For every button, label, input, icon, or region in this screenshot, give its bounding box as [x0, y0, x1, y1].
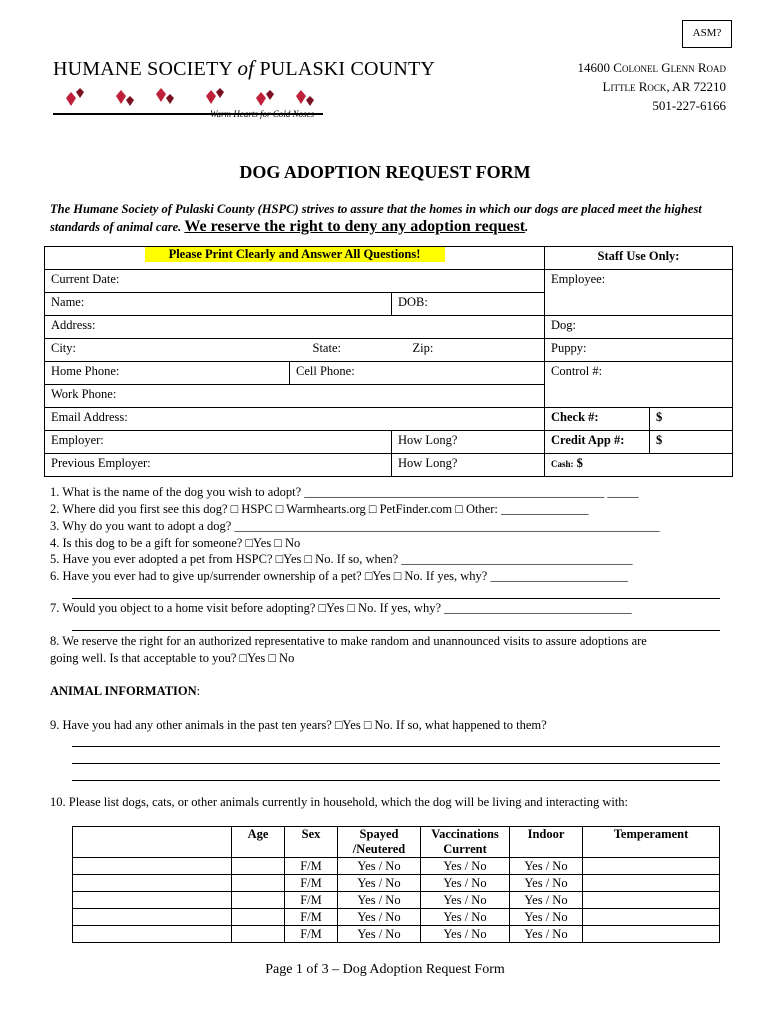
question-3[interactable]: 3. Why do you want to adopt a dog? ____________________________________________________________________: [50, 519, 660, 533]
logo-tagline: Warm Hearts for Cold Noses: [210, 109, 315, 119]
question-1[interactable]: 1. What is the name of the dog you wish to adopt? ________________________________________________ _____: [50, 485, 639, 499]
cash-label: Cash:: [551, 459, 574, 469]
vacc-cell[interactable]: Yes / No: [421, 858, 510, 875]
household-pets-table: [72, 826, 720, 943]
previous-employer-field[interactable]: Previous Employer:: [45, 454, 392, 477]
sex-cell[interactable]: F/M: [285, 858, 338, 875]
cell-phone-field[interactable]: Cell Phone:: [290, 362, 545, 385]
employee-field[interactable]: Employee:: [545, 270, 733, 316]
staff-use-header: Staff Use Only:: [545, 247, 733, 270]
spayed-cell[interactable]: Yes / No: [338, 926, 421, 943]
logo-title-pre: HUMANE SOCIETY: [53, 58, 233, 80]
vacc-cell[interactable]: Yes / No: [421, 909, 510, 926]
pets-col-spayed: Spayed /Neutered: [338, 827, 421, 858]
pets-col-vaccinations: Vaccinations Current: [421, 827, 510, 858]
current-date-field[interactable]: Current Date:: [45, 270, 545, 293]
question-7[interactable]: 7. Would you object to a home visit before adopting? □Yes □ No. If yes, why? ______________________________: [50, 601, 632, 615]
table-row: [73, 892, 720, 909]
question-9[interactable]: 9. Have you had any other animals in the past ten years? □Yes □ No. If so, what happened to them?: [50, 718, 547, 732]
table-row: [73, 926, 720, 943]
name-field[interactable]: Name:: [45, 293, 392, 316]
sex-cell[interactable]: F/M: [285, 926, 338, 943]
question-8-line1: 8. We reserve the right for an authorized representative to make random and unannounced visits to assure adoptions are: [50, 634, 647, 648]
address-line2: Little Rock, AR 72210: [602, 79, 726, 94]
animal-info-text: ANIMAL INFORMATION: [50, 684, 197, 698]
answer-line-9b[interactable]: [72, 763, 720, 764]
employer-how-long[interactable]: How Long?: [392, 431, 545, 454]
hearts-logo-graphic: [56, 84, 326, 112]
table-row: [73, 858, 720, 875]
vacc-cell[interactable]: Yes / No: [421, 875, 510, 892]
previous-employer-how-long[interactable]: How Long?: [392, 454, 545, 477]
asm-box: ASM?: [682, 20, 732, 48]
org-logo-title: [53, 56, 435, 81]
question-5[interactable]: 5. Have you ever adopted a pet from HSPC? □Yes □ No. If so, when? _____________________________________: [50, 552, 633, 566]
indoor-cell[interactable]: Yes / No: [510, 926, 583, 943]
pets-col-blank: [73, 827, 232, 858]
pets-col-temperament: Temperament: [583, 827, 720, 858]
pets-col-indoor: Indoor: [510, 827, 583, 858]
indoor-cell[interactable]: Yes / No: [510, 892, 583, 909]
indoor-cell[interactable]: Yes / No: [510, 909, 583, 926]
answer-line-6[interactable]: [72, 598, 720, 599]
check-amount[interactable]: $: [650, 408, 733, 431]
email-field[interactable]: Email Address:: [45, 408, 545, 431]
vacc-cell[interactable]: Yes / No: [421, 892, 510, 909]
state-label: State:: [312, 341, 341, 355]
work-phone-field[interactable]: Work Phone:: [45, 385, 545, 408]
question-10: 10. Please list dogs, cats, or other animals currently in household, which the dog will be living and interacting with:: [50, 795, 629, 809]
city-state-zip-field[interactable]: [45, 339, 545, 362]
table-row: [73, 875, 720, 892]
spayed-cell[interactable]: Yes / No: [338, 892, 421, 909]
intro-end: .: [525, 220, 529, 234]
sex-cell[interactable]: F/M: [285, 892, 338, 909]
table-row: [73, 909, 720, 926]
cash-dollar: $: [576, 456, 583, 470]
address-field[interactable]: Address:: [45, 316, 545, 339]
home-phone-field[interactable]: Home Phone:: [45, 362, 290, 385]
answer-line-9c[interactable]: [72, 780, 720, 781]
vacc-cell[interactable]: Yes / No: [421, 926, 510, 943]
address-phone: 501-227-6166: [652, 98, 726, 113]
logo-title-post: PULASKI COUNTY: [259, 58, 436, 80]
pets-col-age: Age: [232, 827, 285, 858]
control-number-field[interactable]: Control #:: [545, 362, 733, 408]
address-line1: 14600 Colonel Glenn Road: [577, 60, 726, 75]
page-footer: Page 1 of 3 – Dog Adoption Request Form: [265, 962, 505, 977]
dog-field[interactable]: Dog:: [545, 316, 733, 339]
spayed-cell[interactable]: Yes / No: [338, 909, 421, 926]
pets-col-sex: Sex: [285, 827, 338, 858]
indoor-cell[interactable]: Yes / No: [510, 858, 583, 875]
intro-text: The Humane Society of Pulaski County (HSPC) strives to assure that the homes in which our dogs are placed meet the highest standards of animal care.: [50, 202, 702, 234]
zip-label: Zip:: [412, 341, 434, 355]
spayed-cell[interactable]: Yes / No: [338, 858, 421, 875]
answer-line-9a[interactable]: [72, 746, 720, 747]
check-number-field[interactable]: Check #:: [545, 408, 650, 431]
question-6[interactable]: 6. Have you ever had to give up/surrender ownership of a pet? □Yes □ No. If yes, why? ______________________: [50, 569, 628, 583]
applicant-info-table: [44, 246, 733, 477]
credit-app-field[interactable]: Credit App #:: [545, 431, 650, 454]
sex-cell[interactable]: F/M: [285, 875, 338, 892]
question-2[interactable]: 2. Where did you first see this dog? □ HSPC □ Warmhearts.org □ PetFinder.com □ Other: ______________: [50, 502, 589, 516]
answer-line-7[interactable]: [72, 630, 720, 631]
cash-field[interactable]: [545, 454, 733, 477]
city-label: City:: [51, 341, 77, 355]
credit-app-amount[interactable]: $: [650, 431, 733, 454]
animal-info-heading: [50, 684, 200, 699]
form-title: DOG ADOPTION REQUEST FORM: [239, 162, 531, 182]
question-8-line2[interactable]: going well. Is that acceptable to you? □Yes □ No: [50, 651, 295, 665]
question-4[interactable]: 4. Is this dog to be a gift for someone? □Yes □ No: [50, 536, 301, 550]
sex-cell[interactable]: F/M: [285, 909, 338, 926]
dob-field[interactable]: DOB:: [392, 293, 545, 316]
animal-info-colon: :: [196, 684, 201, 698]
indoor-cell[interactable]: Yes / No: [510, 875, 583, 892]
spayed-cell[interactable]: Yes / No: [338, 875, 421, 892]
intro-emphasis: We reserve the right to deny any adoption request: [184, 218, 526, 235]
intro-paragraph: [50, 200, 730, 236]
employer-field[interactable]: Employer:: [45, 431, 392, 454]
puppy-field[interactable]: Puppy:: [545, 339, 733, 362]
logo-title-of: of: [237, 56, 255, 80]
print-clearly-note: Please Print Clearly and Answer All Questions!: [145, 247, 445, 262]
